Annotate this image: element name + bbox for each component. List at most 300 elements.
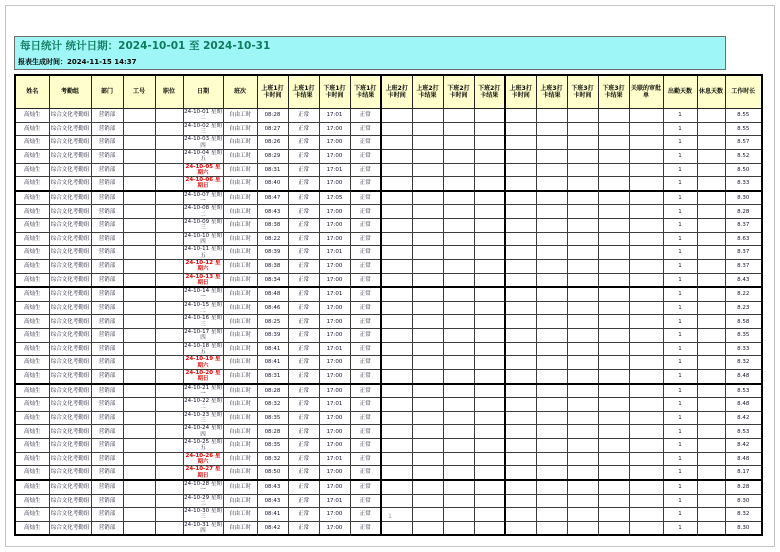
cell-dept: 营销部: [91, 301, 123, 315]
cell-attend-days: 1: [663, 369, 697, 383]
cell-out1-time: 17:00: [319, 273, 350, 287]
cell-date: 24-10-03 星期四: [184, 136, 222, 149]
cell-out2-time: [443, 287, 474, 301]
cell-dept: 营销部: [91, 452, 123, 466]
cell-dept: 营销部: [91, 287, 123, 301]
cell-name: 高灿生: [15, 356, 49, 370]
cell-out3-result: [598, 315, 629, 329]
cell-in3-result: [536, 466, 567, 480]
cell-emp-no: [123, 342, 155, 356]
cell-approval: [629, 232, 663, 246]
cell-in2-time: [381, 452, 412, 466]
cell-shift: 自由工时: [223, 122, 257, 136]
cell-out3-time: [567, 342, 598, 356]
cell-in2-result: [412, 287, 443, 301]
cell-attend-days: 1: [663, 122, 697, 136]
cell-name: 高灿生: [15, 205, 49, 219]
cell-in2-time: [381, 177, 412, 191]
cell-dept: 营销部: [91, 259, 123, 273]
cell-work-hours: 8.55: [725, 109, 762, 123]
cell-date: 24-10-26 星期六: [183, 452, 223, 466]
cell-out2-time: [443, 452, 474, 466]
cell-rest-days: [697, 205, 725, 219]
cell-attend-days: 1: [663, 259, 697, 273]
cell-in2-time: [381, 219, 412, 233]
cell-in2-time: [381, 163, 412, 177]
cell-out1-time: 17:01: [319, 163, 350, 177]
cell-out3-time: [567, 122, 598, 136]
cell-attend-days: 1: [663, 191, 697, 205]
cell-rest-days: [697, 452, 725, 466]
cell-out3-result: [598, 329, 629, 343]
cell-out3-time: [567, 287, 598, 301]
cell-attend-days: 1: [663, 232, 697, 246]
cell-in1-result: 正常: [288, 369, 319, 383]
cell-group: 综合文化考勤组: [49, 149, 91, 163]
cell-approval: [629, 301, 663, 315]
cell-out1-result: 正常: [350, 494, 381, 508]
cell-name: 高灿生: [15, 191, 49, 205]
cell-emp-no: [123, 425, 155, 439]
cell-out3-time: [567, 136, 598, 150]
cell-shift: 自由工时: [223, 384, 257, 398]
cell-group: 综合文化考勤组: [49, 273, 91, 287]
cell-out2-time: [443, 342, 474, 356]
cell-out3-time: [567, 205, 598, 219]
column-header-in2-result: 上班2打卡结果: [412, 75, 443, 109]
cell-out2-time: [443, 329, 474, 343]
cell-group: 综合文化考勤组: [49, 411, 91, 425]
cell-work-hours: 8.42: [725, 411, 762, 425]
cell-group: 综合文化考勤组: [49, 191, 91, 205]
cell-work-hours: 8.48: [725, 369, 762, 383]
cell-shift: 自由工时: [223, 136, 257, 150]
cell-attend-days: 1: [663, 329, 697, 343]
cell-in3-time: [505, 122, 536, 136]
cell-in3-result: [536, 136, 567, 150]
cell-out2-result: [474, 356, 505, 370]
cell-emp-no: [123, 136, 155, 150]
table-row: [15, 425, 762, 439]
cell-in3-result: [536, 287, 567, 301]
cell-in1-time: 08:43: [257, 480, 288, 494]
cell-in3-result: [536, 273, 567, 287]
cell-approval: [629, 136, 663, 150]
cell-shift: 自由工时: [223, 149, 257, 163]
cell-out1-time: 17:00: [319, 480, 350, 494]
cell-out2-result: [474, 439, 505, 453]
table-row: [15, 342, 762, 356]
cell-approval: [629, 122, 663, 136]
cell-shift: 自由工时: [223, 521, 257, 535]
cell-in1-time: 08:41: [257, 342, 288, 356]
cell-out1-result: 正常: [350, 369, 381, 383]
cell-out2-time: [443, 439, 474, 453]
cell-out1-result: 正常: [350, 356, 381, 370]
cell-in3-result: [536, 232, 567, 246]
cell-in1-result: 正常: [288, 163, 319, 177]
cell-dept: 营销部: [91, 315, 123, 329]
cell-name: 高灿生: [15, 273, 49, 287]
table-row: [15, 398, 762, 412]
cell-shift: 自由工时: [223, 301, 257, 315]
cell-position: [155, 369, 183, 383]
cell-rest-days: [697, 369, 725, 383]
cell-in1-time: 08:34: [257, 273, 288, 287]
cell-in3-result: [536, 356, 567, 370]
cell-in3-result: [536, 191, 567, 205]
cell-rest-days: [697, 342, 725, 356]
cell-name: 高灿生: [15, 136, 49, 150]
cell-approval: [629, 273, 663, 287]
cell-shift: 自由工时: [223, 246, 257, 260]
cell-in1-time: 08:31: [257, 369, 288, 383]
table-row: [15, 246, 762, 260]
cell-in1-time: 08:47: [257, 191, 288, 205]
cell-name: 高灿生: [15, 508, 49, 522]
table-row: [15, 205, 762, 219]
cell-out2-time: [443, 521, 474, 535]
cell-in3-time: [505, 411, 536, 425]
cell-out1-time: 17:05: [319, 191, 350, 205]
cell-out2-time: [443, 398, 474, 412]
cell-date: 24-10-18 星期五: [184, 342, 222, 355]
cell-attend-days: 1: [663, 287, 697, 301]
cell-in2-result: [412, 219, 443, 233]
cell-rest-days: [697, 315, 725, 329]
cell-out3-result: [598, 452, 629, 466]
cell-date: 24-10-10 星期四: [184, 232, 222, 245]
cell-rest-days: [697, 384, 725, 398]
cell-out1-result: 正常: [350, 425, 381, 439]
cell-approval: [629, 315, 663, 329]
cell-out2-result: [474, 369, 505, 383]
cell-out3-result: [598, 205, 629, 219]
cell-in2-result: [412, 301, 443, 315]
cell-in1-result: 正常: [288, 398, 319, 412]
cell-in3-result: [536, 329, 567, 343]
cell-in2-time: [381, 439, 412, 453]
cell-out1-time: 17:00: [319, 329, 350, 343]
cell-in1-time: 08:48: [257, 287, 288, 301]
cell-out1-result: 正常: [350, 301, 381, 315]
cell-rest-days: [697, 177, 725, 191]
cell-in2-time: [381, 329, 412, 343]
cell-rest-days: [697, 136, 725, 150]
cell-in2-time: [381, 356, 412, 370]
cell-emp-no: [123, 191, 155, 205]
cell-approval: [629, 329, 663, 343]
cell-out2-time: [443, 480, 474, 494]
cell-out3-result: [598, 136, 629, 150]
cell-rest-days: [697, 122, 725, 136]
cell-shift: 自由工时: [223, 356, 257, 370]
cell-in1-time: 08:29: [257, 149, 288, 163]
cell-approval: [629, 494, 663, 508]
cell-name: 高灿生: [15, 219, 49, 233]
cell-shift: 自由工时: [223, 287, 257, 301]
cell-work-hours: 8.28: [725, 205, 762, 219]
cell-out2-result: [474, 191, 505, 205]
cell-out1-time: 17:01: [319, 109, 350, 123]
cell-emp-no: [123, 109, 155, 123]
cell-in1-result: 正常: [288, 521, 319, 535]
cell-position: [155, 494, 183, 508]
cell-attend-days: 1: [663, 273, 697, 287]
cell-in3-time: [505, 439, 536, 453]
cell-out1-result: 正常: [350, 205, 381, 219]
cell-in1-time: 08:31: [257, 163, 288, 177]
page-number: 1: [388, 513, 392, 520]
cell-dept: 营销部: [91, 329, 123, 343]
cell-date: 24-10-21 星期一: [184, 384, 222, 397]
cell-out3-result: [598, 480, 629, 494]
column-header-shift: 班次: [223, 75, 257, 109]
cell-work-hours: 8.23: [725, 301, 762, 315]
cell-in1-result: 正常: [288, 439, 319, 453]
cell-in2-time: [381, 411, 412, 425]
cell-shift: 自由工时: [223, 163, 257, 177]
cell-attend-days: 1: [663, 480, 697, 494]
cell-out2-time: [443, 149, 474, 163]
cell-out2-time: [443, 494, 474, 508]
cell-emp-no: [123, 232, 155, 246]
cell-attend-days: 1: [663, 452, 697, 466]
cell-in2-time: [381, 287, 412, 301]
cell-position: [155, 466, 183, 480]
column-header-out2-result: 下班2打卡结果: [474, 75, 505, 109]
cell-in2-result: [412, 149, 443, 163]
cell-out1-result: 正常: [350, 342, 381, 356]
cell-in2-time: [381, 205, 412, 219]
cell-work-hours: 8.30: [725, 494, 762, 508]
cell-position: [155, 273, 183, 287]
cell-shift: 自由工时: [223, 315, 257, 329]
cell-dept: 营销部: [91, 508, 123, 522]
cell-out3-time: [567, 521, 598, 535]
cell-attend-days: 1: [663, 425, 697, 439]
cell-shift: 自由工时: [223, 177, 257, 191]
cell-name: 高灿生: [15, 480, 49, 494]
cell-work-hours: 8.22: [725, 287, 762, 301]
cell-group: 综合文化考勤组: [49, 398, 91, 412]
cell-in3-time: [505, 466, 536, 480]
cell-in3-time: [505, 219, 536, 233]
cell-in1-time: 08:35: [257, 439, 288, 453]
cell-out2-result: [474, 425, 505, 439]
cell-out1-time: 17:01: [319, 452, 350, 466]
cell-out1-result: 正常: [350, 149, 381, 163]
cell-out3-result: [598, 521, 629, 535]
cell-work-hours: 8.43: [725, 273, 762, 287]
cell-date: 24-10-01 星期二: [184, 109, 222, 122]
cell-emp-no: [123, 466, 155, 480]
cell-attend-days: 1: [663, 439, 697, 453]
cell-in3-time: [505, 384, 536, 398]
cell-work-hours: 8.32: [725, 508, 762, 522]
cell-emp-no: [123, 439, 155, 453]
cell-in1-result: 正常: [288, 466, 319, 480]
cell-out2-result: [474, 466, 505, 480]
cell-in1-time: 08:38: [257, 219, 288, 233]
column-header-in1-time: 上班1打卡时间: [257, 75, 288, 109]
cell-in2-result: [412, 109, 443, 123]
cell-in2-time: [381, 480, 412, 494]
cell-out1-result: 正常: [350, 219, 381, 233]
cell-dept: 营销部: [91, 480, 123, 494]
cell-out3-result: [598, 494, 629, 508]
cell-in3-time: [505, 329, 536, 343]
cell-in2-time: [381, 369, 412, 383]
cell-out2-time: [443, 315, 474, 329]
cell-out3-time: [567, 384, 598, 398]
cell-in3-time: [505, 259, 536, 273]
cell-in2-result: [412, 259, 443, 273]
cell-in2-result: [412, 411, 443, 425]
cell-in1-result: 正常: [288, 246, 319, 260]
cell-approval: [629, 109, 663, 123]
cell-in2-result: [412, 163, 443, 177]
cell-out2-result: [474, 177, 505, 191]
cell-work-hours: 8.55: [725, 122, 762, 136]
column-header-group: 考勤组: [49, 75, 91, 109]
cell-attend-days: 1: [663, 384, 697, 398]
cell-out1-time: 17:00: [319, 219, 350, 233]
cell-in1-time: 08:26: [257, 136, 288, 150]
cell-out1-time: 17:00: [319, 466, 350, 480]
cell-group: 综合文化考勤组: [49, 384, 91, 398]
cell-emp-no: [123, 329, 155, 343]
cell-date: 24-10-16 星期三: [184, 315, 222, 328]
cell-out2-result: [474, 136, 505, 150]
cell-emp-no: [123, 384, 155, 398]
cell-shift: 自由工时: [223, 398, 257, 412]
cell-dept: 营销部: [91, 411, 123, 425]
cell-group: 综合文化考勤组: [49, 232, 91, 246]
cell-position: [155, 329, 183, 343]
cell-group: 综合文化考勤组: [49, 452, 91, 466]
cell-work-hours: 8.53: [725, 384, 762, 398]
cell-dept: 营销部: [91, 369, 123, 383]
cell-date: 24-10-07 星期一: [184, 191, 222, 205]
column-header-out1-time: 下班1打卡时间: [319, 75, 350, 109]
cell-out3-time: [567, 191, 598, 205]
cell-out2-result: [474, 122, 505, 136]
cell-position: [155, 480, 183, 494]
cell-name: 高灿生: [15, 342, 49, 356]
cell-shift: 自由工时: [223, 494, 257, 508]
cell-shift: 自由工时: [223, 452, 257, 466]
column-header-date: 日期: [183, 75, 223, 109]
cell-out2-result: [474, 232, 505, 246]
cell-shift: 自由工时: [223, 369, 257, 383]
cell-attend-days: 1: [663, 177, 697, 191]
cell-in1-result: 正常: [288, 452, 319, 466]
cell-approval: [629, 452, 663, 466]
cell-date: 24-10-06 星期日: [183, 177, 223, 191]
cell-rest-days: [697, 411, 725, 425]
cell-shift: 自由工时: [223, 273, 257, 287]
cell-position: [155, 163, 183, 177]
cell-in3-result: [536, 521, 567, 535]
cell-out3-time: [567, 494, 598, 508]
cell-attend-days: 1: [663, 219, 697, 233]
cell-work-hours: 8.50: [725, 163, 762, 177]
cell-dept: 营销部: [91, 136, 123, 150]
cell-approval: [629, 356, 663, 370]
cell-dept: 营销部: [91, 521, 123, 535]
cell-out1-time: 17:01: [319, 287, 350, 301]
cell-date: 24-10-04 星期五: [184, 149, 222, 163]
cell-out1-result: 正常: [350, 109, 381, 123]
cell-out3-result: [598, 149, 629, 163]
cell-in1-time: 08:40: [257, 177, 288, 191]
cell-emp-no: [123, 315, 155, 329]
cell-date: 24-10-23 星期三: [184, 411, 222, 425]
cell-position: [155, 287, 183, 301]
cell-out1-result: 正常: [350, 136, 381, 150]
cell-out3-result: [598, 425, 629, 439]
cell-attend-days: 1: [663, 342, 697, 356]
cell-attend-days: 1: [663, 246, 697, 260]
cell-name: 高灿生: [15, 287, 49, 301]
cell-in1-time: 08:28: [257, 109, 288, 123]
cell-in3-result: [536, 452, 567, 466]
column-header-in3-result: 上班3打卡结果: [536, 75, 567, 109]
table-row: [15, 480, 762, 494]
cell-dept: 营销部: [91, 232, 123, 246]
cell-shift: 自由工时: [223, 232, 257, 246]
cell-attend-days: 1: [663, 136, 697, 150]
cell-in3-time: [505, 109, 536, 123]
cell-in2-time: [381, 494, 412, 508]
cell-in1-result: 正常: [288, 287, 319, 301]
cell-rest-days: [697, 425, 725, 439]
cell-out3-result: [598, 301, 629, 315]
cell-dept: 营销部: [91, 273, 123, 287]
cell-out2-result: [474, 342, 505, 356]
cell-out2-result: [474, 219, 505, 233]
cell-out2-time: [443, 136, 474, 150]
cell-date: 24-10-22 星期二: [184, 398, 222, 411]
column-header-work-hours: 工作时长: [725, 75, 762, 109]
cell-work-hours: 8.37: [725, 219, 762, 233]
cell-emp-no: [123, 494, 155, 508]
cell-in2-time: [381, 273, 412, 287]
cell-in1-result: 正常: [288, 508, 319, 522]
cell-approval: [629, 480, 663, 494]
cell-rest-days: [697, 329, 725, 343]
cell-in1-result: 正常: [288, 205, 319, 219]
cell-out2-time: [443, 163, 474, 177]
cell-out2-time: [443, 109, 474, 123]
cell-attend-days: 1: [663, 411, 697, 425]
cell-out1-result: 正常: [350, 177, 381, 191]
cell-emp-no: [123, 521, 155, 535]
cell-out3-result: [598, 232, 629, 246]
cell-emp-no: [123, 301, 155, 315]
cell-work-hours: 8.58: [725, 315, 762, 329]
cell-shift: 自由工时: [223, 425, 257, 439]
cell-in3-time: [505, 369, 536, 383]
cell-group: 综合文化考勤组: [49, 369, 91, 383]
cell-out1-result: 正常: [350, 452, 381, 466]
cell-work-hours: 8.32: [725, 356, 762, 370]
cell-name: 高灿生: [15, 246, 49, 260]
cell-in3-result: [536, 301, 567, 315]
cell-out2-result: [474, 287, 505, 301]
cell-dept: 营销部: [91, 398, 123, 412]
